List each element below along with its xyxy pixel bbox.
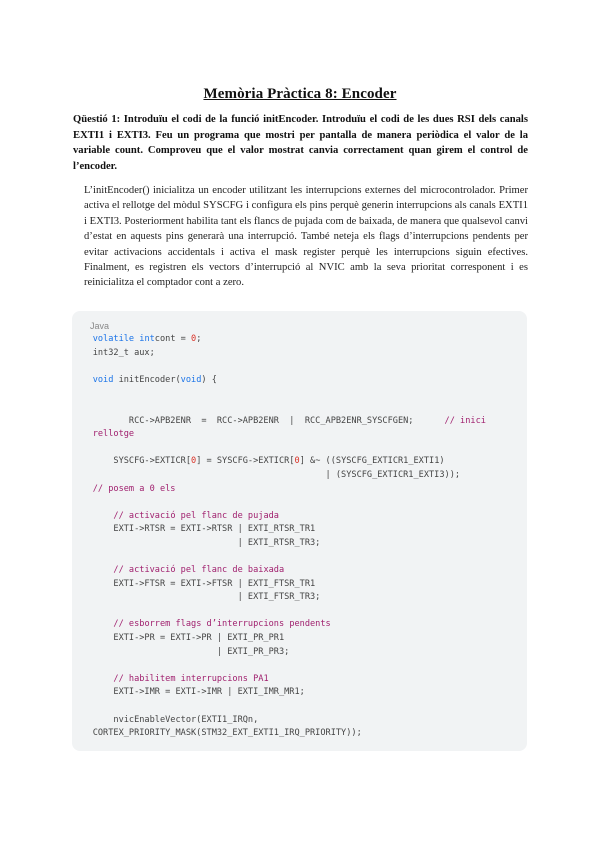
code-line bbox=[72, 469, 527, 483]
code-token: RCC->APB2ENR = RCC->APB2ENR | RCC_APB2ENR_SYSCFGEN; bbox=[72, 415, 445, 426]
code-token: | EXTI_PR_PR3; bbox=[72, 646, 290, 657]
code-line bbox=[72, 387, 527, 401]
code-token: // inici bbox=[444, 415, 486, 426]
code-line bbox=[72, 551, 527, 565]
code-token bbox=[72, 674, 113, 684]
code-line bbox=[72, 591, 527, 605]
code-line bbox=[72, 618, 527, 632]
code-line bbox=[72, 415, 527, 429]
code-line bbox=[72, 374, 527, 388]
code-token: ) { bbox=[201, 374, 217, 385]
code-token: | EXTI_FTSR_TR3; bbox=[72, 592, 321, 603]
code-lines bbox=[72, 333, 527, 741]
code-token: | EXTI_RTSR_TR3; bbox=[72, 537, 321, 548]
code-line bbox=[72, 659, 527, 673]
code-token: void bbox=[92, 374, 114, 385]
code-block bbox=[72, 311, 527, 751]
code-token: ; bbox=[196, 334, 202, 344]
code-token: 0 bbox=[294, 456, 300, 467]
code-line bbox=[72, 333, 527, 347]
code-line bbox=[72, 428, 527, 442]
code-token: // habilitem interrupcions PA1 bbox=[113, 673, 269, 684]
page-title: Memòria Pràctica 8: Encoder bbox=[203, 86, 397, 102]
code-token: cont = bbox=[154, 334, 192, 344]
code-line bbox=[72, 347, 527, 361]
code-token: | (SYSCFG_EXTICR1_EXTI3)); bbox=[72, 469, 461, 480]
code-token: // activació pel flanc de baixada bbox=[113, 565, 285, 576]
code-line bbox=[72, 537, 527, 551]
code-token: nvicEnableVector(EXTI1_IRQn, bbox=[72, 714, 259, 725]
code-line bbox=[72, 714, 527, 728]
code-line bbox=[72, 401, 527, 415]
code-token bbox=[72, 484, 93, 494]
code-line bbox=[72, 455, 527, 469]
code-line bbox=[72, 605, 527, 619]
code-token bbox=[72, 429, 93, 439]
code-line bbox=[72, 360, 527, 374]
code-token: 0 bbox=[191, 456, 197, 467]
code-language-label: Java bbox=[90, 321, 110, 331]
code-token: // esborrem flags d’interrupcions pendents bbox=[113, 619, 331, 630]
code-token: 0 bbox=[191, 334, 197, 344]
code-line bbox=[72, 442, 527, 456]
code-token: ] &~ ((SYSCFG_EXTICR1_EXTI1) bbox=[299, 456, 445, 467]
code-line bbox=[72, 523, 527, 537]
code-token: rellotge bbox=[92, 429, 135, 440]
code-token: // posem a 0 els bbox=[92, 483, 176, 494]
code-token bbox=[72, 334, 93, 344]
code-line bbox=[72, 727, 527, 741]
code-token: ] = SYSCFG->EXTICR[ bbox=[196, 456, 295, 467]
code-line bbox=[72, 510, 527, 524]
code-line bbox=[72, 483, 527, 497]
code-line bbox=[72, 646, 527, 660]
code-token: int32_t aux; bbox=[72, 347, 155, 358]
code-token bbox=[72, 375, 93, 385]
code-line bbox=[72, 564, 527, 578]
code-token: SYSCFG->EXTICR[ bbox=[72, 456, 191, 467]
code-token: initEncoder( bbox=[113, 374, 181, 385]
code-line bbox=[72, 578, 527, 592]
code-token: EXTI->PR = EXTI->PR | EXTI_PR_PR1 bbox=[72, 633, 285, 644]
code-token: EXTI->IMR = EXTI->IMR | EXTI_IMR_MR1; bbox=[72, 687, 305, 698]
code-token: volatile int bbox=[92, 334, 155, 344]
code-token: EXTI->RTSR = EXTI->RTSR | EXTI_RTSR_TR1 bbox=[72, 524, 316, 535]
code-token bbox=[72, 511, 113, 521]
code-token bbox=[72, 619, 113, 629]
code-line bbox=[72, 700, 527, 714]
question-text: Qüestió 1: Introduïu el codi de la funció initEncoder. Introduïu el codi de les dues RSI dels canals EXTI1 i EXTI3. Feu un programa que mostri per pantalla de manera periòdica el valor de la variable count. Comproveu que el valor mostrat canvia correctament quan girem el control de l’encoder. bbox=[73, 114, 528, 172]
code-token bbox=[72, 565, 113, 575]
code-line bbox=[72, 686, 527, 700]
code-token: EXTI->FTSR = EXTI->FTSR | EXTI_FTSR_TR1 bbox=[72, 578, 316, 589]
code-line bbox=[72, 673, 527, 687]
answer-paragraph: L’initEncoder() inicialitza un encoder utilitzant les interrupcions externes del microcontrolador. Primer activa el rellotge del mòdul SYSCFG i configura els pins perquè generin interrupcions als canals EXTI1 i EXTI3. Posteriorment habilita tant els flancs de pujada com de baixada, de manera que qualsevol canvi d’estat en aquests pins generarà una interrupció. També neteja els flags d’interrupcions pendents per evitar activacions accidentals i activa el mask register perquè les interrupcions siguin efectives. Finalment, es registren els vectors d’interrupció al NVIC amb la seva prioritat corresponent i es reinicialitza el comptador cont a zero. bbox=[84, 185, 528, 289]
code-token: CORTEX_PRIORITY_MASK(STM32_EXT_EXTI1_IRQ_PRIORITY)); bbox=[72, 728, 362, 739]
code-token: void bbox=[180, 374, 202, 385]
code-token: // activació pel flanc de pujada bbox=[113, 510, 279, 521]
code-line bbox=[72, 632, 527, 646]
code-line bbox=[72, 496, 527, 510]
